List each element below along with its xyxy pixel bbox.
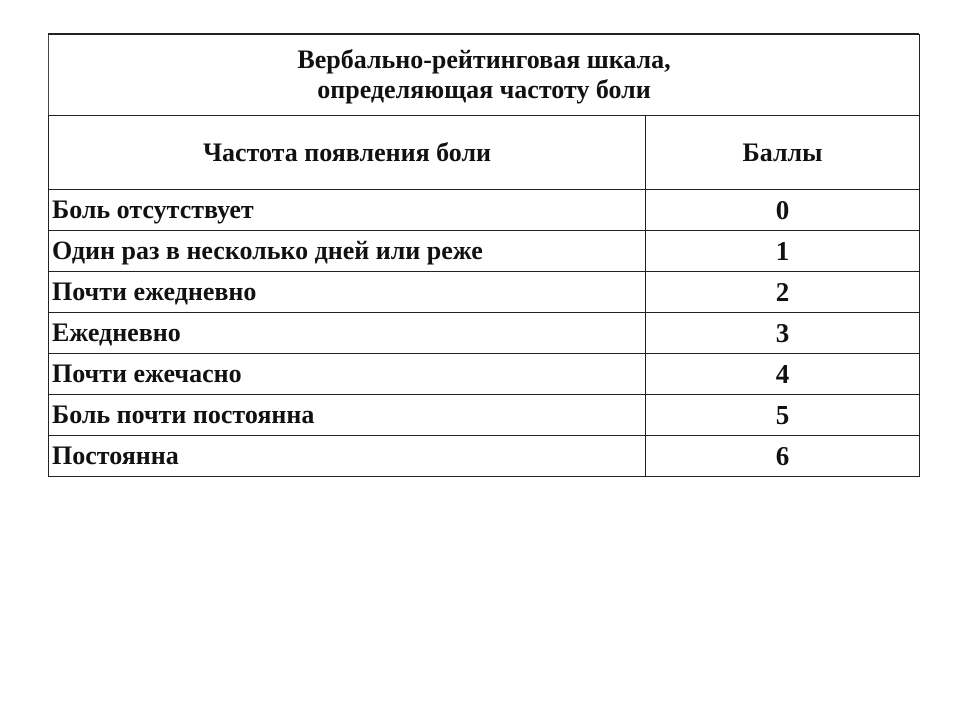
table-title-line-2: определяющая частоту боли	[317, 75, 651, 104]
pain-frequency-scale-table	[48, 34, 920, 477]
table-row	[49, 313, 920, 354]
score-cell: 5	[646, 395, 920, 436]
frequency-cell: Боль отсутствует	[49, 190, 646, 231]
column-header-frequency: Частота появления боли	[49, 116, 646, 190]
table-header-row	[49, 116, 920, 190]
table-row	[49, 190, 920, 231]
column-header-score: Баллы	[646, 116, 920, 190]
score-cell: 3	[646, 313, 920, 354]
table-row	[49, 354, 920, 395]
table-row	[49, 395, 920, 436]
table-title-line-1: Вербально-рейтинговая шкала,	[297, 45, 671, 74]
frequency-cell: Ежедневно	[49, 313, 646, 354]
table-row	[49, 436, 920, 477]
score-cell: 0	[646, 190, 920, 231]
score-cell: 4	[646, 354, 920, 395]
frequency-cell: Боль почти постоянна	[49, 395, 646, 436]
frequency-cell: Почти ежедневно	[49, 272, 646, 313]
table-row	[49, 272, 920, 313]
table-title	[49, 35, 920, 116]
frequency-cell: Почти ежечасно	[49, 354, 646, 395]
score-cell: 1	[646, 231, 920, 272]
frequency-cell: Постоянна	[49, 436, 646, 477]
frequency-cell: Один раз в несколько дней или реже	[49, 231, 646, 272]
table-row	[49, 231, 920, 272]
score-cell: 6	[646, 436, 920, 477]
table-title-row	[49, 35, 920, 116]
score-cell: 2	[646, 272, 920, 313]
